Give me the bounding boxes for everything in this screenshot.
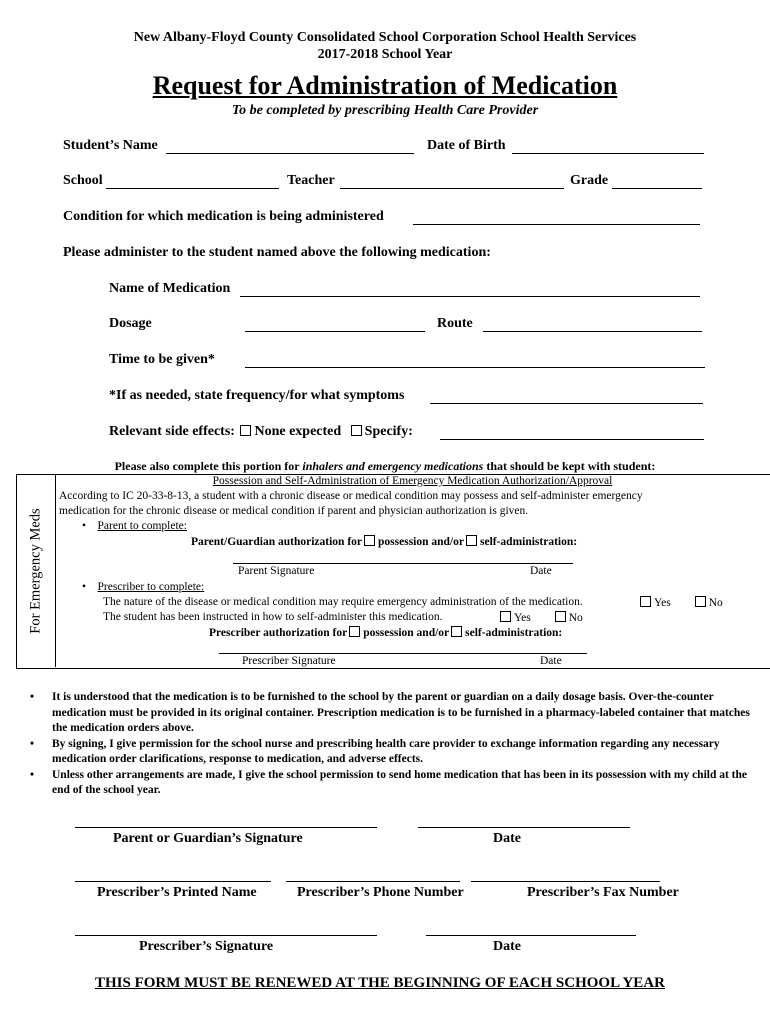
parent-bullet: • Parent to complete: [82, 520, 187, 532]
prescriber-printed-name-field[interactable] [75, 881, 271, 882]
nature-no-checkbox[interactable] [695, 596, 706, 607]
dosage-field[interactable] [245, 331, 425, 332]
teacher-field[interactable] [340, 188, 564, 189]
parent-signature-field[interactable] [233, 563, 573, 564]
instructed-options: Yes No [498, 611, 583, 624]
specify-label: Specify: [364, 424, 413, 439]
prescriber-date-field[interactable] [426, 935, 636, 936]
student-name-label: Student’s Name [63, 138, 158, 153]
law-text-line1: According to IC 20-33-8-13, a student with a chronic disease or medical condition may possess and self-administer emergency [59, 490, 643, 502]
dosage-label: Dosage [109, 316, 152, 331]
teacher-label: Teacher [287, 173, 335, 188]
medication-name-label: Name of Medication [109, 281, 231, 296]
side-effects-label: Relevant side effects: [109, 424, 235, 439]
parent-possession-checkbox[interactable] [364, 535, 375, 546]
list-item: • It is understood that the medication is to be furnished to the school by the parent or guardian on a daily dosage basis. Over-the-counter medication must be provided in its original container. Prescription medication is to be furnished in a pharmacy-labeled container that matches the medication orders above. [30, 690, 750, 737]
prescriber-emergency-signature-field[interactable] [219, 653, 587, 654]
prescriber-possession-checkbox[interactable] [349, 626, 360, 637]
nature-statement: The nature of the disease or medical condition may require emergency administration of the medication. [103, 596, 583, 608]
student-name-field[interactable] [166, 153, 414, 154]
prescriber-fax-field[interactable] [471, 881, 660, 882]
specify-field[interactable] [440, 439, 704, 440]
list-item: • By signing, I give permission for the school nurse and prescribing health care provider to exchange information regarding any necessary medication order clarifications, response to medication, and adverse effects. [30, 737, 750, 768]
medication-name-field[interactable] [240, 296, 700, 297]
terms-list [30, 690, 750, 799]
school-field[interactable] [106, 188, 279, 189]
route-label: Route [437, 316, 473, 331]
prescriber-self-admin-checkbox[interactable] [451, 626, 462, 637]
instructed-no-checkbox[interactable] [555, 611, 566, 622]
organization-name: New Albany-Floyd County Consolidated School Corporation School Health Services [133, 30, 637, 45]
specify-checkbox[interactable] [351, 425, 362, 436]
form-subtitle: To be completed by prescribing Health Care Provider [231, 103, 539, 118]
grade-field[interactable] [612, 188, 702, 189]
parent-authorization: Parent/Guardian authorization for possession and/or self-administration: [191, 536, 578, 548]
instructed-statement: The student has been instructed in how to self-administer this medication. [103, 611, 443, 623]
condition-field[interactable] [413, 224, 700, 225]
frequency-field[interactable] [430, 403, 703, 404]
none-expected-checkbox[interactable] [240, 425, 251, 436]
prescriber-bullet: • Prescriber to complete: [82, 581, 205, 593]
condition-label: Condition for which medication is being administered [63, 209, 384, 224]
prescriber-authorization: Prescriber authorization for possession and/or self-administration: [209, 627, 563, 639]
form-title: Request for Administration of Medication [152, 71, 618, 100]
prescriber-date-label: Date [540, 655, 562, 667]
prescriber-printed-name-label: Prescriber’s Printed Name [97, 885, 257, 900]
prescriber-signature-field[interactable] [75, 935, 377, 936]
parent-guardian-signature-field[interactable] [75, 827, 377, 828]
school-label: School [63, 173, 103, 188]
grade-label: Grade [570, 173, 609, 188]
emergency-section [16, 474, 770, 669]
prescriber-phone-field[interactable] [286, 881, 460, 882]
dob-field[interactable] [512, 153, 704, 154]
parent-guardian-signature-label: Parent or Guardian’s Signature [113, 831, 303, 846]
nature-yes-checkbox[interactable] [640, 596, 651, 607]
frequency-label: *If as needed, state frequency/for what symptoms [109, 388, 405, 403]
emergency-side-label: For Emergency Meds [16, 474, 56, 667]
prescriber-fax-label: Prescriber’s Fax Number [527, 885, 679, 900]
emergency-intro: Please also complete this portion for inhalers and emergency medications that should be kept with student: [114, 459, 656, 473]
law-text-line2: medication for the chronic disease or medical condition if parent and physician authorization is given. [59, 505, 529, 517]
dob-label: Date of Birth [427, 138, 506, 153]
administer-instruction: Please administer to the student named above the following medication: [63, 245, 491, 260]
parent-date-field[interactable] [418, 827, 630, 828]
prescriber-phone-label: Prescriber’s Phone Number [297, 885, 464, 900]
parent-signature-label: Parent Signature [238, 565, 315, 577]
instructed-yes-checkbox[interactable] [500, 611, 511, 622]
prescriber-signature-label: Prescriber Signature [242, 655, 336, 667]
time-label: Time to be given* [109, 352, 215, 367]
date-label: Date [493, 939, 521, 954]
parent-date-label: Date [530, 565, 552, 577]
list-item: • Unless other arrangements are made, I give the school permission to send home medication that has been in its possession with my child at the end of the school year. [30, 768, 750, 799]
emergency-heading: Possession and Self-Administration of Emergency Medication Authorization/Approval [212, 475, 613, 487]
none-expected-label: None expected [254, 424, 342, 439]
school-year: 2017-2018 School Year [317, 47, 453, 62]
parent-self-admin-checkbox[interactable] [466, 535, 477, 546]
prescriber-signature-bottom-label: Prescriber’s Signature [139, 939, 274, 954]
date-label: Date [493, 831, 521, 846]
time-field[interactable] [245, 367, 705, 368]
nature-options: Yes No [638, 596, 723, 609]
route-field[interactable] [483, 331, 702, 332]
renewal-notice: THIS FORM MUST BE RENEWED AT THE BEGINNING OF EACH SCHOOL YEAR [95, 975, 665, 991]
